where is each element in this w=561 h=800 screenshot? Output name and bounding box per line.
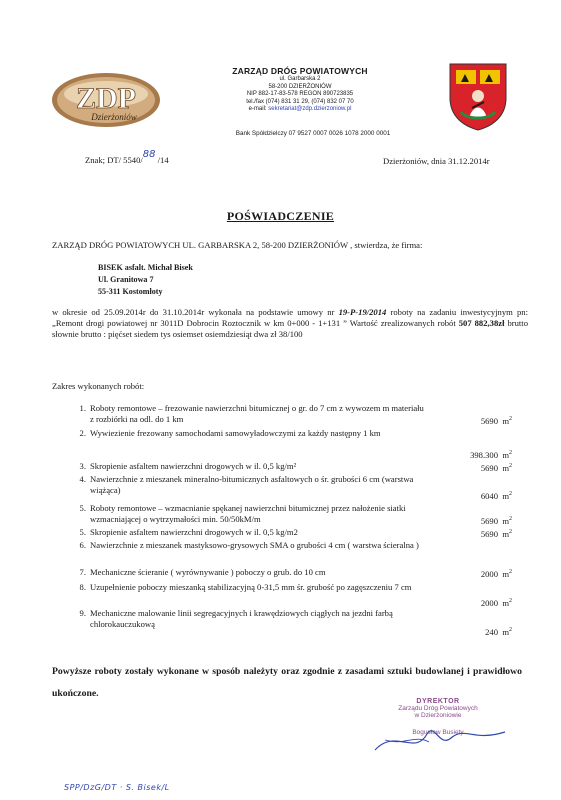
item-quantity: 2000 $m^2$ <box>480 597 512 608</box>
coat-of-arms-icon <box>447 60 509 132</box>
document-title: POŚWIADCZENIE <box>226 209 335 223</box>
item-description: Uzupełnienie poboczy mieszanką stabilizacyjną 0-31,5 mm śr. grubość po zagęszczeniu 7 cm <box>90 582 412 592</box>
item-description: Skropienie asfaltem nawierzchni drogowych w il. 0,5 kg/m2 <box>90 527 298 537</box>
org-address-city: 58-200 DZIERŻONIÓW <box>268 83 332 90</box>
item-quantity: 240 $m^2$ <box>485 626 512 637</box>
contract-paragraph <box>52 307 528 340</box>
item-number: 1. <box>79 403 86 413</box>
item-description: Mechaniczne malowanie linii segregacyjnych i krawędziowych ciągłych na jezdni farbą chlorokauczukową <box>90 608 393 629</box>
item-quantity: 5690 $m^2$ <box>480 515 512 526</box>
item-description: Roboty remontowe – wzmacnianie spękanej nawierzchni bitumicznej przez nałożenie siatki wzmacniającej o wytrzymałości min. 50/50kM/m <box>90 503 406 524</box>
stamp-role: DYREKTOR <box>416 698 460 705</box>
org-email-line <box>205 106 395 114</box>
email-label: e-mail: <box>248 106 267 113</box>
contractor-name: BISEK asfalt. Michał Bisek <box>98 263 193 272</box>
list-item <box>72 503 512 525</box>
document-date: Dzierżoniów, dnia 31.12.2014r <box>383 156 490 166</box>
intro-statement: ZARZĄD DRÓG POWIATOWYCH UL. GARBARSKA 2, 58-200 DZIERŻONIÓW , stwierdza, że firma: <box>52 240 423 250</box>
item-description: Roboty remontowe – frezowanie nawierzchni bitumicznej o gr. do 7 cm z wywozem m materiału z rozbiórki na odl. do 1 km <box>90 403 424 424</box>
item-number: 7. <box>79 567 86 577</box>
contractor-block <box>98 262 193 298</box>
item-number: 9. <box>79 608 86 618</box>
list-item <box>72 540 512 562</box>
para-text-3: brutto słownie brutto : pięćset siedem tys osiemset osiemdziesiąt dwa zł 38/100 <box>52 318 528 339</box>
reference-number <box>85 149 169 166</box>
footer-handwritten-note: SPP/DzG/DT · S. Bisek/L <box>64 783 170 792</box>
item-description: Wywiezienie frezowany samochodami samowyładowczymi za każdy następny 1 km <box>90 428 381 438</box>
bank-account: Bank Spółdzielczy 07 9527 0007 0026 1078 2000 0001 <box>235 130 391 137</box>
contractor-city: 55-311 Kostomłoty <box>98 287 163 296</box>
list-item <box>72 567 512 578</box>
list-item <box>72 403 512 425</box>
item-number: 4. <box>79 474 86 484</box>
ref-handwritten-number: 88 <box>142 149 156 160</box>
list-item <box>72 474 512 501</box>
scope-label: Zakres wykonanych robót: <box>52 381 145 391</box>
item-number: 5. <box>79 527 86 537</box>
stamp-org: Zarządu Dróg Powiatowych <box>398 705 478 712</box>
item-description: Nawierzchnie z mieszanek mastyksowo-grysowych SMA o grubości 4 cm ( warstwa ścieralna ) <box>90 540 419 550</box>
completion-statement: Powyższe roboty zostały wykonane w sposób należyty oraz zgodnie z zasadami sztuki budowlanej i prawidłowo ukończone. <box>52 666 522 699</box>
org-address-street: ul. Garbarska 2 <box>279 76 321 82</box>
list-item <box>72 527 512 538</box>
item-description: Nawierzchnie z mieszanek mineralno-bitumicznych asfaltowych o śr. grubości 6 cm (warstwa wiążąca) <box>90 474 414 495</box>
para-text-2: roboty na zadaniu inwestycyjnym pn: „Remont drogi powiatowej nr 3011D Dobrocin Roztocznik w km 0+000 - 1+131 ” Wartość zrealizowanych robót <box>52 307 528 328</box>
item-quantity: 5690 $m^2$ <box>480 462 512 473</box>
item-quantity: 6040 $m^2$ <box>480 490 512 501</box>
org-phone: tel./fax (074) 831 31 29, (074) 832 07 70 <box>246 98 354 105</box>
item-number: 6. <box>79 540 86 550</box>
item-number: 5. <box>79 503 86 513</box>
contractor-street: Ul. Granitowa 7 <box>98 275 154 284</box>
org-tax-ids: NIP 882-17-83-578 REGON 890723835 <box>246 91 354 98</box>
zdp-logo <box>50 70 162 130</box>
contract-amount: 507 882,38zł <box>458 318 505 328</box>
organization-header <box>205 66 395 114</box>
item-description: Skropienie asfaltem nawierzchni drogowych w il. 0,5 kg/m² <box>90 461 297 471</box>
ref-suffix: /14 <box>157 155 169 165</box>
list-item <box>72 582 512 608</box>
contract-number: 19-P-19/2014 <box>338 307 387 317</box>
item-quantity: 398.300 $m^2$ <box>470 449 512 460</box>
para-text-1: w okresie od 25.09.2014r do 31.10.2014r wykonała na podstawie umowy nr <box>52 307 339 317</box>
item-number: 8. <box>79 582 86 592</box>
logo-letters: ZDP <box>76 82 136 115</box>
list-item <box>72 461 512 472</box>
ref-prefix: Znak; DT/ 5540/ <box>85 155 143 165</box>
stamp-city: w Dzierżoniowie <box>414 712 462 719</box>
item-description: Mechaniczne ścieranie ( wyrównywanie ) poboczy o grub. do 10 cm <box>90 567 326 577</box>
org-email-link[interactable]: sekretariat@zdp.dzierzoniow.pl <box>268 106 352 113</box>
item-number: 2. <box>79 428 86 438</box>
org-name: ZARZĄD DRÓG POWIATOWYCH <box>232 66 368 76</box>
item-quantity: 5690 $m^2$ <box>480 528 512 539</box>
list-item <box>72 428 512 460</box>
list-item <box>72 608 512 637</box>
signature <box>355 698 525 768</box>
logo-subtitle: Dzierżoniów <box>91 112 137 122</box>
stamp-person: Bogusław Busiety <box>412 729 464 736</box>
item-quantity: 2000 $m^2$ <box>480 568 512 579</box>
item-number: 3. <box>79 461 86 471</box>
item-quantity: 5690 $m^2$ <box>480 415 512 426</box>
